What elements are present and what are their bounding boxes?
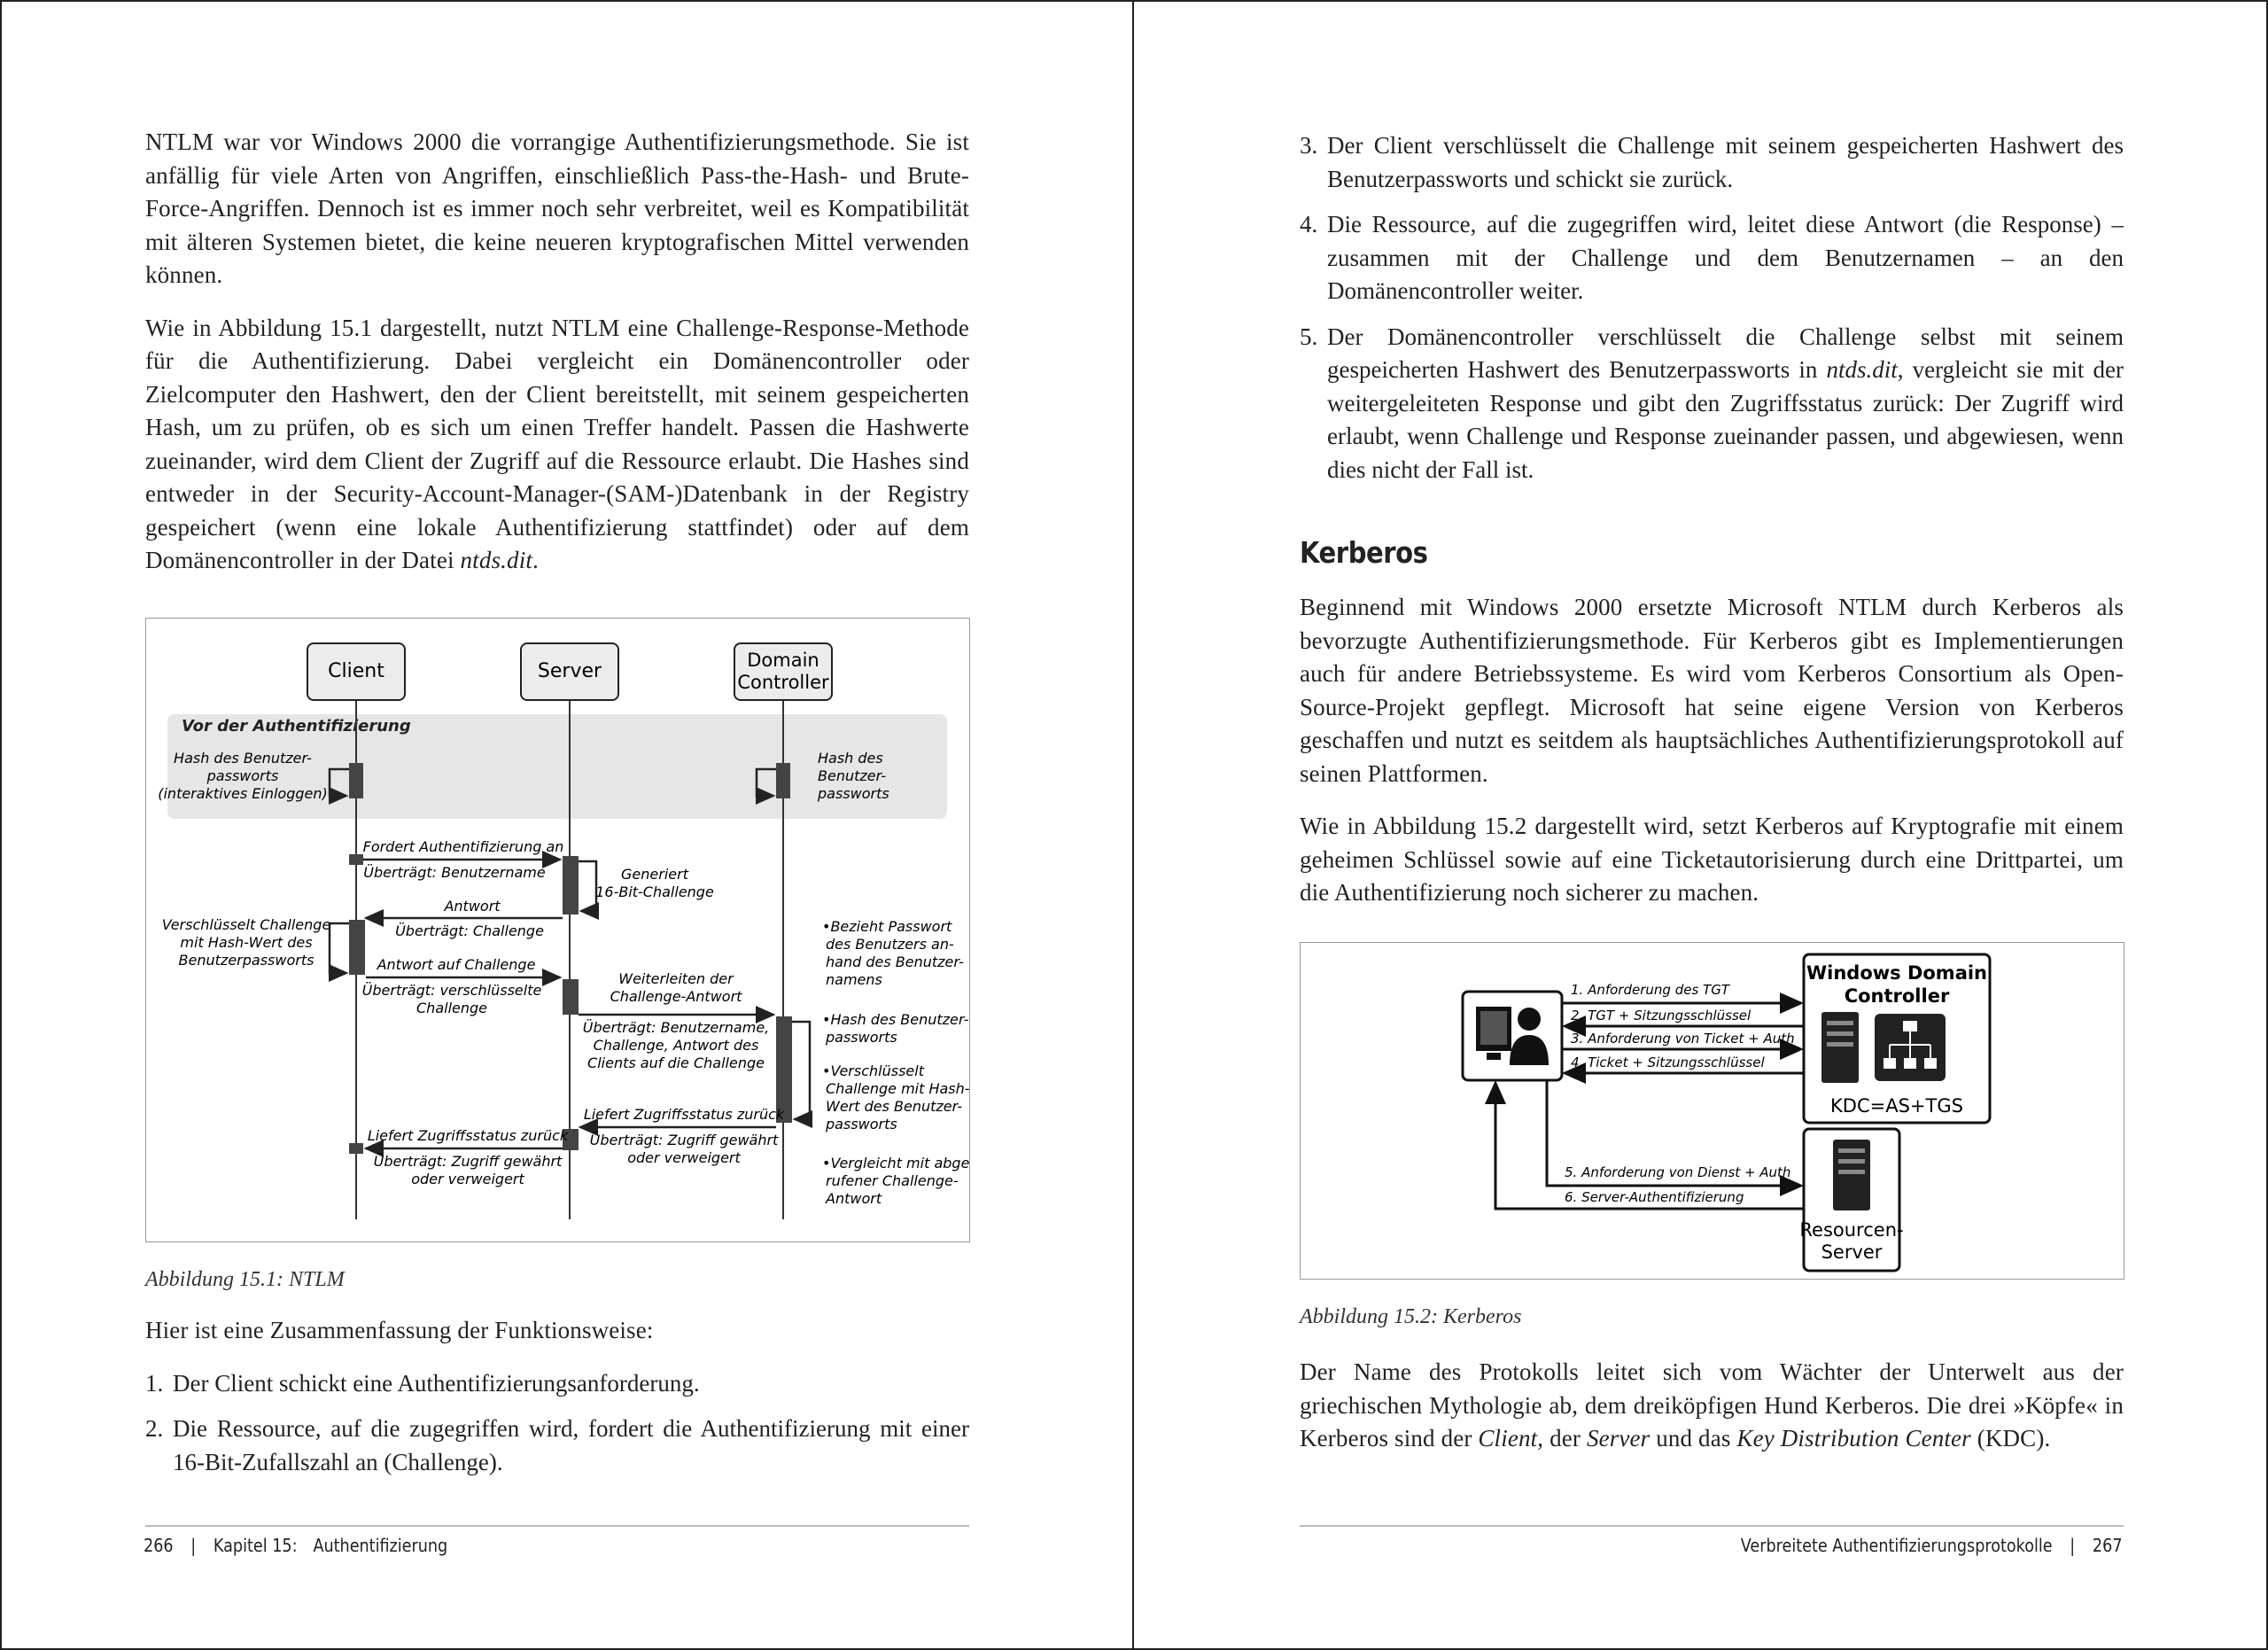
steps-list-continued — [1300, 129, 2124, 486]
resource-label-2: Server — [1821, 1241, 1883, 1263]
section-heading-wrap — [1300, 535, 2124, 570]
msg5-sub-1: Überträgt: Zugriff gewährt — [589, 1132, 779, 1148]
footer-separator: | — [190, 1535, 197, 1556]
dc-label-2: Controller — [737, 672, 829, 693]
figure-caption: Abbildung 15.2: Kerberos — [1300, 1305, 1522, 1328]
list-item: 4. Die Ressource, auf die zugegriffen wird, leitet diese Antwort (die Response) – zusammen mit der Challenge und dem Benutzernamen – an den Domänencontroller weiter. — [1300, 211, 2124, 304]
client-hash-3: (interaktives Einloggen) — [158, 785, 328, 802]
ntlm-diagram — [146, 619, 969, 1241]
ntlm-figure — [145, 618, 970, 1242]
pre-auth-label: Vor der Authentifizierung — [182, 717, 411, 735]
dc-note-3c: Wert des Benutzer- — [826, 1098, 963, 1115]
dc-note-4a: •Vergleicht mit abge- — [822, 1155, 969, 1171]
client-encrypt-1: Verschlüsselt Challenge — [161, 916, 331, 933]
msg3-label: Antwort auf Challenge — [377, 956, 536, 973]
paragraph: Beginnend mit Windows 2000 ersetzte Microsoft NTLM durch Kerberos als bevorzugte Authentifizierungsmethode. Für Kerberos gibt es Implementierungen auch für andere Betriebssysteme. Es wird vom Kerberos Consortium als Open-Source-Projekt gepflegt. Microsoft hat seine eigene Version von Kerberos geschaffen und nutzt es seitdem als hauptsächliches Authentifizierungsprotokoll auf seinen Plattformen. — [1300, 594, 2124, 787]
figure-caption: Abbildung 15.1: NTLM — [145, 1268, 345, 1291]
list-item: 3. Der Client verschlüsselt die Challenge mit seinem gespeicherten Hashwert des Benutzerpassworts und schickt sie zurück. — [1300, 132, 2124, 192]
server-label: Server — [537, 660, 602, 682]
msg-3-label: 3. Anforderung von Ticket + Auth — [1571, 1031, 1795, 1047]
dc-hash-2: Benutzer- — [818, 767, 887, 784]
msg3-sub-2: Challenge — [416, 1000, 487, 1016]
section-heading: Kerberos — [1300, 535, 1428, 570]
chapter-label: Kapitel 15: — [213, 1535, 298, 1556]
msg4-sub-3: Clients auf die Challenge — [587, 1055, 765, 1071]
client-encrypt-2: mit Hash-Wert des — [180, 934, 313, 951]
list-item: 2. Die Ressource, auf die zugegriffen wird, fordert die Authentifizierung mit einer 16-Bit-Zufallszahl an (Challenge). — [145, 1415, 969, 1475]
right-text-bottom — [1300, 1356, 2124, 1475]
msg6-sub-1: Überträgt: Zugriff gewährt — [373, 1153, 563, 1170]
dc-note-2a: •Hash des Benutzer- — [822, 1011, 969, 1028]
footer-right — [1741, 1533, 2123, 1558]
network-org-icon — [1875, 1014, 1946, 1081]
paragraph: NTLM war vor Windows 2000 die vorrangige Authentifizierungsmethode. Sie ist anfällig für viele Arten von Angriffen, einschließlich Pass-the-Hash- und Brute-Force-Angriffen. Dennoch ist es immer noch sehr verbreitet, weil es Kompatibilität mit älteren Systemen bietet, die keine neueren kryptografischen Mittel verwenden können. — [145, 128, 969, 288]
client-encrypt-3: Benutzerpassworts — [178, 952, 315, 969]
paragraph: Wie in Abbildung 15.2 dargestellt wird, setzt Kerberos auf Kryptografie mit einem geheimen Schlüssel sowie auf eine Ticketautorisierung durch eine Drittpartei, um die Authentifizierung noch sicherer zu machen. — [1300, 813, 2124, 906]
msg5-label: Liefert Zugriffsstatus zurück — [583, 1106, 785, 1123]
server-gen-1: Generiert — [621, 866, 688, 883]
left-text-bottom — [145, 1314, 969, 1491]
dc-activation — [776, 763, 790, 798]
dc-note-2b: passworts — [826, 1029, 897, 1046]
msg2-sub: Überträgt: Challenge — [395, 922, 544, 939]
client-hash-2: passworts — [206, 767, 279, 784]
dc-server-icon — [1821, 1012, 1859, 1083]
footer-left — [144, 1533, 447, 1558]
kdc-label: KDC=AS+TGS — [1830, 1095, 1963, 1117]
section-title: Verbreitete Authentifizierungsprotokolle — [1741, 1535, 2054, 1556]
dc-note-3d: passworts — [826, 1116, 897, 1132]
list-item: 5. Der Domänencontroller verschlüsselt die Challenge selbst mit seinem gespeicherten Hashwert des Benutzerpassworts in ntds.dit, vergleicht sie mit der weitergeleiteten Response und gibt den Zugriffsstatus zurück: Der Zugriff wird erlaubt, wenn Challenge und Response zueinander passen, und abgewiesen, wenn dies nicht der Fall ist. — [1300, 323, 2124, 483]
dc-label-1: Windows Domain — [1806, 962, 1988, 984]
paragraph: Der Name des Protokolls leitet sich vom Wächter der Unterwelt aus der griechischen Mythologie ab, dem dreiköpfigen Hund Kerberos. Die drei »Köpfe« in Kerberos sind der Client, der Server und das Key Distribution Center (KDC). — [1300, 1358, 2124, 1452]
dc-hash-3: passworts — [818, 785, 889, 802]
server-gen-2: 16-Bit-Challenge — [595, 883, 714, 900]
page-number: 267 — [2093, 1535, 2123, 1556]
kerberos-diagram — [1301, 943, 2124, 1279]
client-self-arrow-2 — [330, 923, 349, 973]
msg3-sub-1: Überträgt: verschlüsselte — [361, 982, 542, 999]
left-text-top — [145, 126, 969, 597]
dc-note-3a: •Verschlüsselt — [822, 1062, 924, 1079]
client-label: Client — [328, 660, 384, 682]
msg1-sub: Überträgt: Benutzername — [363, 864, 546, 881]
dc-note-4c: Antwort — [826, 1190, 882, 1207]
list-item: 1. Der Client schickt eine Authentifizierungsanforderung. — [145, 1369, 700, 1397]
resource-label-1: Resourcen- — [1799, 1219, 1904, 1241]
footer-separator: | — [2070, 1535, 2076, 1556]
dc-note-1a: •Bezieht Passwort — [822, 918, 952, 935]
dc-note-1d: namens — [826, 971, 882, 988]
resource-server-icon — [1833, 1140, 1870, 1210]
footer-rule — [1300, 1525, 2124, 1527]
msg6-sub-2: oder verweigert — [411, 1171, 524, 1187]
msg6-label: Liefert Zugriffsstatus zurück — [367, 1127, 569, 1144]
msg2-label: Antwort — [444, 898, 501, 915]
msg4-label-1: Weiterleiten der — [618, 970, 734, 987]
msg4-sub-2: Challenge, Antwort des — [593, 1037, 759, 1054]
msg-6-label: 6. Server-Authentifizierung — [1565, 1189, 1744, 1205]
right-text-middle — [1300, 591, 2124, 930]
dc-hash-1: Hash des — [818, 750, 883, 767]
dc-note-4b: rufener Challenge- — [826, 1172, 959, 1189]
summary-intro: Hier ist eine Zusammenfassung der Funktionsweise: — [145, 1317, 654, 1343]
msg-5-label: 5. Anforderung von Dienst + Auth — [1565, 1164, 1791, 1180]
msg-1-label: 1. Anforderung des TGT — [1571, 982, 1729, 998]
kerberos-figure — [1300, 942, 2124, 1280]
dc-label-1: Domain — [747, 650, 819, 671]
client-activation-2 — [349, 920, 365, 975]
msg-2-label: 2. TGT + Sitzungsschlüssel — [1571, 1008, 1751, 1023]
msg4-label-2: Challenge-Antwort — [610, 988, 742, 1005]
client-small-activation-2 — [349, 1143, 363, 1154]
dc-label-2: Controller — [1844, 985, 1950, 1007]
client-small-activation — [349, 854, 363, 865]
msg1-label: Fordert Authentifizierung an — [362, 838, 564, 855]
client-activation — [349, 763, 363, 798]
server-activation-2 — [563, 979, 579, 1015]
dc-self-arrow-2 — [792, 1022, 810, 1119]
dc-note-1b: des Benutzers an- — [826, 936, 954, 953]
msg4-sub-1: Überträgt: Benutzername, — [582, 1019, 770, 1036]
dc-note-3b: Challenge mit Hash- — [826, 1080, 969, 1097]
client-hash-1: Hash des Benutzer- — [174, 750, 312, 767]
right-page — [1134, 0, 2268, 1650]
msg-4-label: 4. Ticket + Sitzungsschlüssel — [1571, 1055, 1765, 1070]
paragraph: Wie in Abbildung 15.1 dargestellt, nutzt NTLM eine Challenge-Response-Methode für die Authentifizierung. Dabei vergleicht ein Domänencontroller oder Zielcomputer den Hashwert, den der Client bereitstellt, mit seinem gespeicherten Hash, um zu prüfen, ob es sich um einen Treffer handelt. Passen die Hashwerte zueinander, wird dem Client der Zugriff auf die Ressource erlaubt. Die Hashes sind entweder in der Security-Account-Manager-(SAM-)Datenbank in der Registry gespeichert (wenn eine lokale Authentifizierung stattfindet) oder auf dem Domänencontroller in der Datei ntds.dit. — [145, 314, 969, 573]
dc-note-1c: hand des Benutzer- — [826, 953, 964, 970]
footer-rule — [145, 1525, 969, 1527]
server-self-arrow — [579, 861, 596, 911]
msg5-sub-2: oder verweigert — [627, 1149, 741, 1166]
page-number: 266 — [144, 1535, 174, 1556]
steps-list — [145, 1367, 969, 1480]
server-activation-1 — [563, 856, 579, 915]
right-text-top — [1300, 129, 2124, 499]
chapter-title: Authentifizierung — [313, 1535, 448, 1556]
